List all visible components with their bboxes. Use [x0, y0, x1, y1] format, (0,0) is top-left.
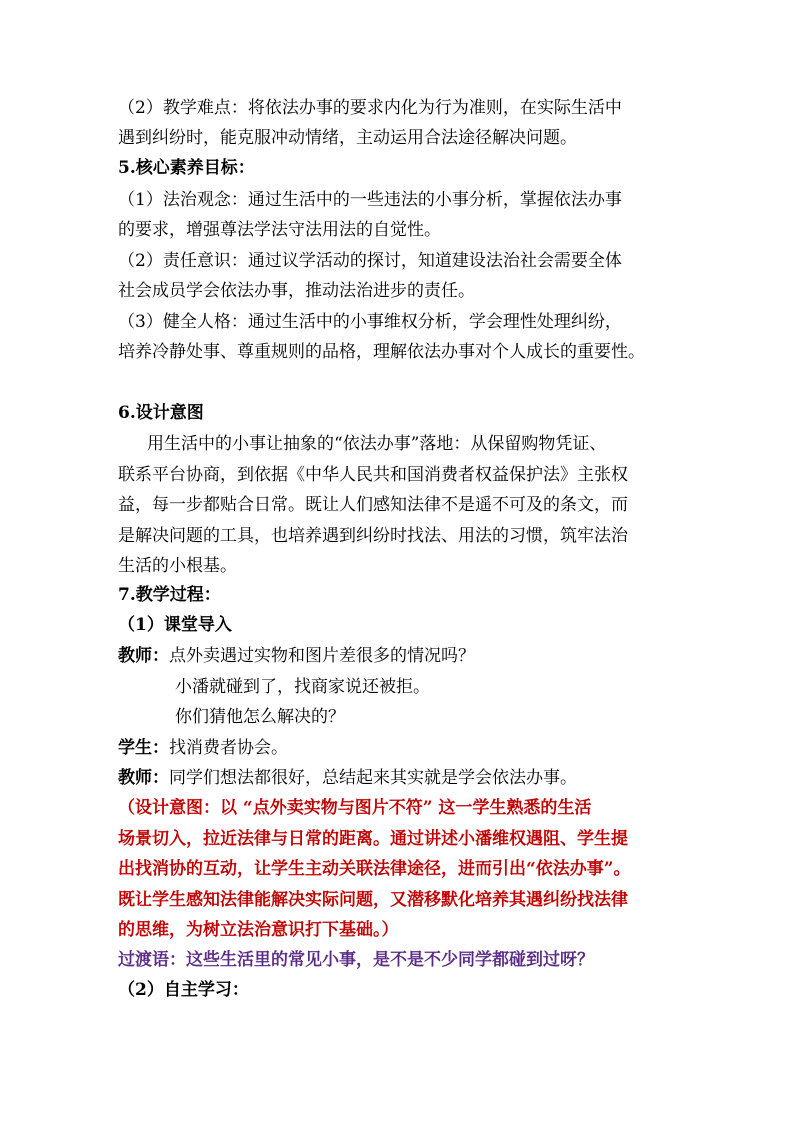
sub-heading: （2）自主学习：	[118, 980, 249, 1000]
speaker-label: 教师：	[118, 768, 169, 788]
speaker-label: 教师：	[118, 646, 169, 666]
design-note: 既让学生感知法律能解决实际问题，又潜移默化培养其遇纠纷找法律	[118, 890, 628, 910]
text-line: 小潘就碰到了，找商家说还被拒。	[175, 677, 430, 697]
transition-sentence: 过渡语：这些生活里的常见小事，是不是不少同学都碰到过呀？	[118, 950, 594, 970]
text-line: 用生活中的小事让抽象的“依法办事”落地：从保留购物凭证、	[147, 434, 607, 454]
sub-heading: （1）课堂导入	[118, 615, 232, 635]
text-line: 是解决问题的工具，也培养遇到纠纷时找法、用法的习惯，筑牢法治	[118, 526, 628, 546]
text-line: 社会成员学会依法办事，推动法治进步的责任。	[118, 281, 475, 301]
dialogue-text: 同学们想法都很好，总结起来其实就是学会依法办事。	[169, 768, 577, 788]
text-line: 培养冷静处事、尊重规则的品格，理解依法办事对个人成长的重要性。	[118, 342, 645, 362]
design-note: （设计意图：以 “点外卖实物与图片不符” 这一学生熟悉的生活	[118, 798, 592, 818]
text-line: （2）教学难点：将依法办事的要求内化为行为准则，在实际生活中	[118, 98, 622, 118]
text-line: 联系平台协商，到依据《中华人民共和国消费者权益保护法》主张权	[118, 465, 628, 485]
section-heading: 6.设计意图	[118, 403, 204, 423]
text-line: 生活的小根基。	[118, 556, 237, 576]
speaker-label: 学生：	[118, 738, 169, 758]
dialogue-student	[118, 737, 288, 759]
text-line: （2）责任意识：通过议学活动的探讨，知道建设法治社会需要全体	[118, 251, 622, 271]
text-line: 益，每一步都贴合日常。既让人们感知法律不是遥不可及的条文，而	[118, 495, 628, 515]
dialogue-text: 找消费者协会。	[169, 738, 288, 758]
text-line: 遇到纠纷时，能克服冲动情绪，主动运用合法途径解决问题。	[118, 128, 577, 148]
dialogue-teacher	[118, 767, 577, 789]
text-line: 你们猜他怎么解决的？	[175, 707, 345, 727]
design-note: 出找消协的互动，让学生主动关联法律途径，进而引出“依法办事”。	[118, 859, 631, 879]
text-line: （1）法治观念：通过生活中的一些违法的小事分析，掌握依法办事	[118, 190, 622, 210]
dialogue-teacher	[118, 645, 475, 667]
section-heading: 5.核心素养目标：	[118, 158, 255, 178]
design-note: 的思维，为树立法治意识打下基础。）	[118, 920, 399, 940]
text-line: 的要求，增强尊法学法守法用法的自觉性。	[118, 220, 441, 240]
dialogue-text: 点外卖遇过实物和图片差很多的情况吗？	[169, 646, 475, 666]
text-line: （3）健全人格：通过生活中的小事维权分析，学会理性处理纠纷，	[118, 312, 622, 332]
design-note: 场景切入，拉近法律与日常的距离。通过讲述小潘维权遇阻、学生提	[118, 829, 628, 849]
section-heading: 7.教学过程：	[118, 585, 221, 605]
